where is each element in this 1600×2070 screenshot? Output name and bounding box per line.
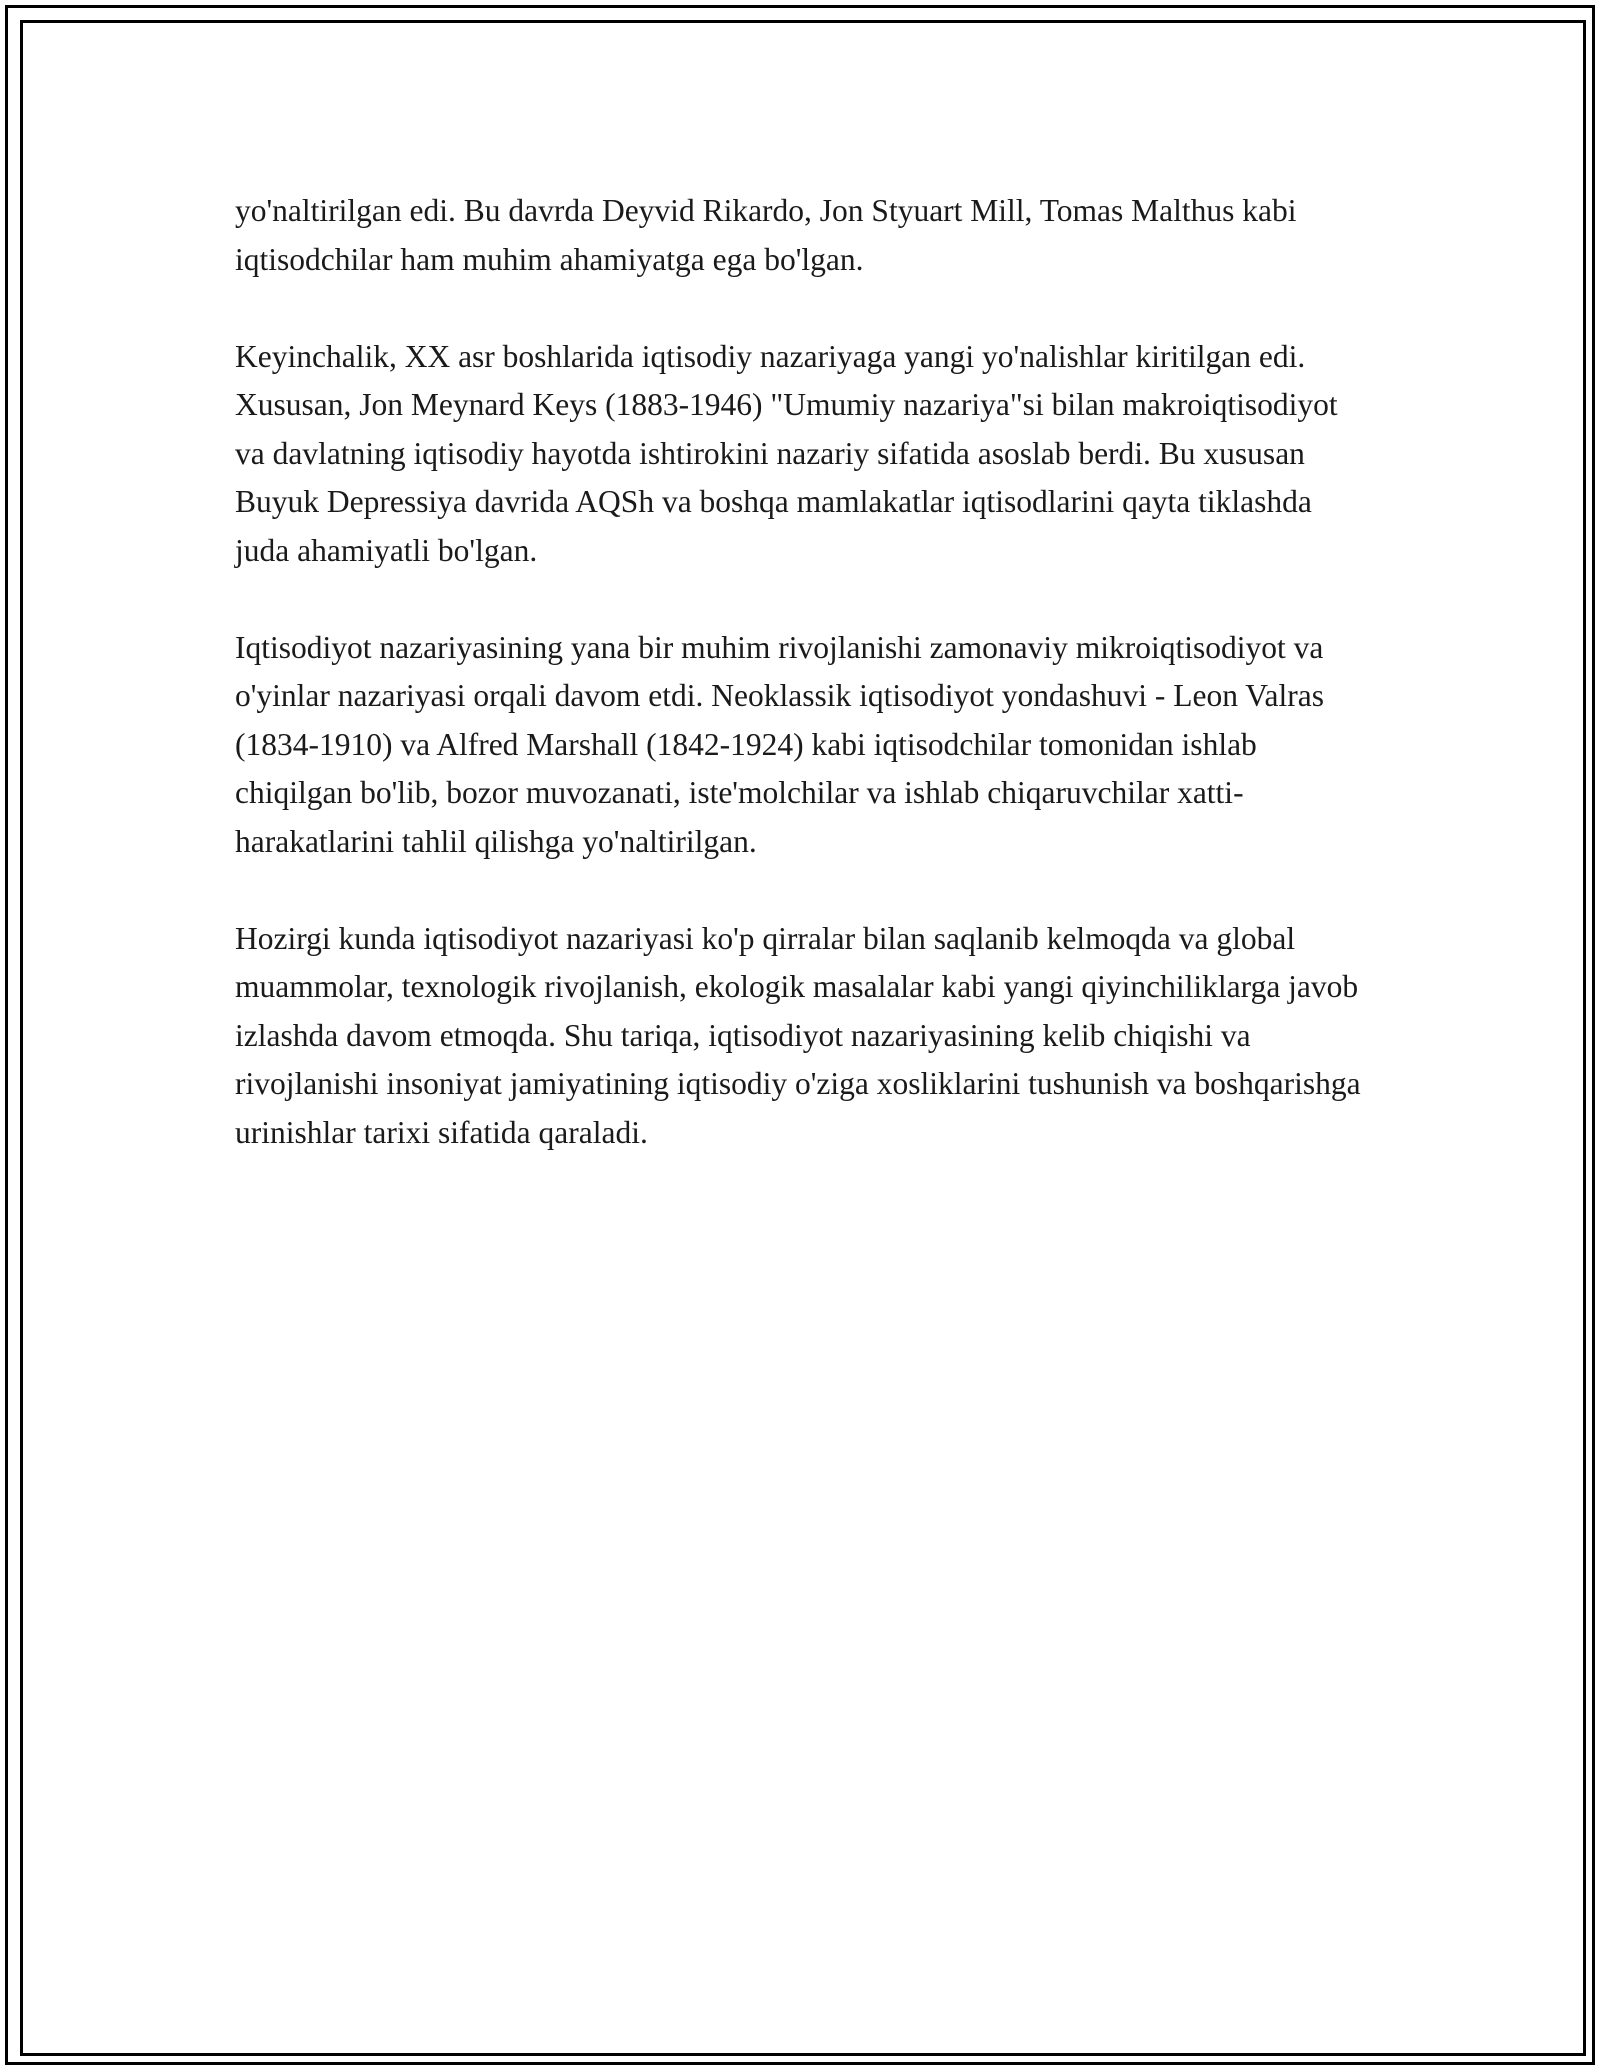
document-body xyxy=(235,187,1370,1206)
paragraph: yo'naltirilgan edi. Bu davrda Deyvid Rikardo, Jon Styuart Mill, Tomas Malthus kabi iqtisodchilar ham muhim ahamiyatga ega bo'lgan. xyxy=(235,193,1297,277)
paragraph: Keyinchalik, XX asr boshlarida iqtisodiy nazariyaga yangi yo'nalishlar kiritilgan edi. Xususan, Jon Meynard Keys (1883-1946) "Umumiy nazariya"si bilan makroiqtisodiyot va davlatning iqtisodiy hayotda ishtirokini nazariy sifatida asoslab berdi. Bu xususan Buyuk Depressiya davrida AQSh va boshqa mamlakatlar iqtisodlarini qayta tiklashda juda ahamiyatli bo'lgan. xyxy=(235,338,1338,568)
paragraph: Hozirgi kunda iqtisodiyot nazariyasi ko'p qirralar bilan saqlanib kelmoqda va global muammolar, texnologik rivojlanish, ekologik masalalar kabi yangi qiyinchiliklarga javob izlashda davom etmoqda. Shu tariqa, iqtisodiyot nazariyasining kelib chiqishi va rivojlanishi insoniyat jamiyatining iqtisodiy o'ziga xosliklarini tushunish va boshqarishga urinishlar tarixi sifatida qaraladi. xyxy=(235,920,1361,1150)
paragraph: Iqtisodiyot nazariyasining yana bir muhim rivojlanishi zamonaviy mikroiqtisodiyot va o'yinlar nazariyasi orqali davom etdi. Neoklassik iqtisodiyot yondashuvi - Leon Valras (1834-1910) va Alfred Marshall (1842-1924) kabi iqtisodchilar tomonidan ishlab chiqilgan bo'lib, bozor muvozanati, iste'molchilar va ishlab chiqaruvchilar xatti-harakatlarini tahlil qilishga yo'naltirilgan. xyxy=(235,629,1324,859)
